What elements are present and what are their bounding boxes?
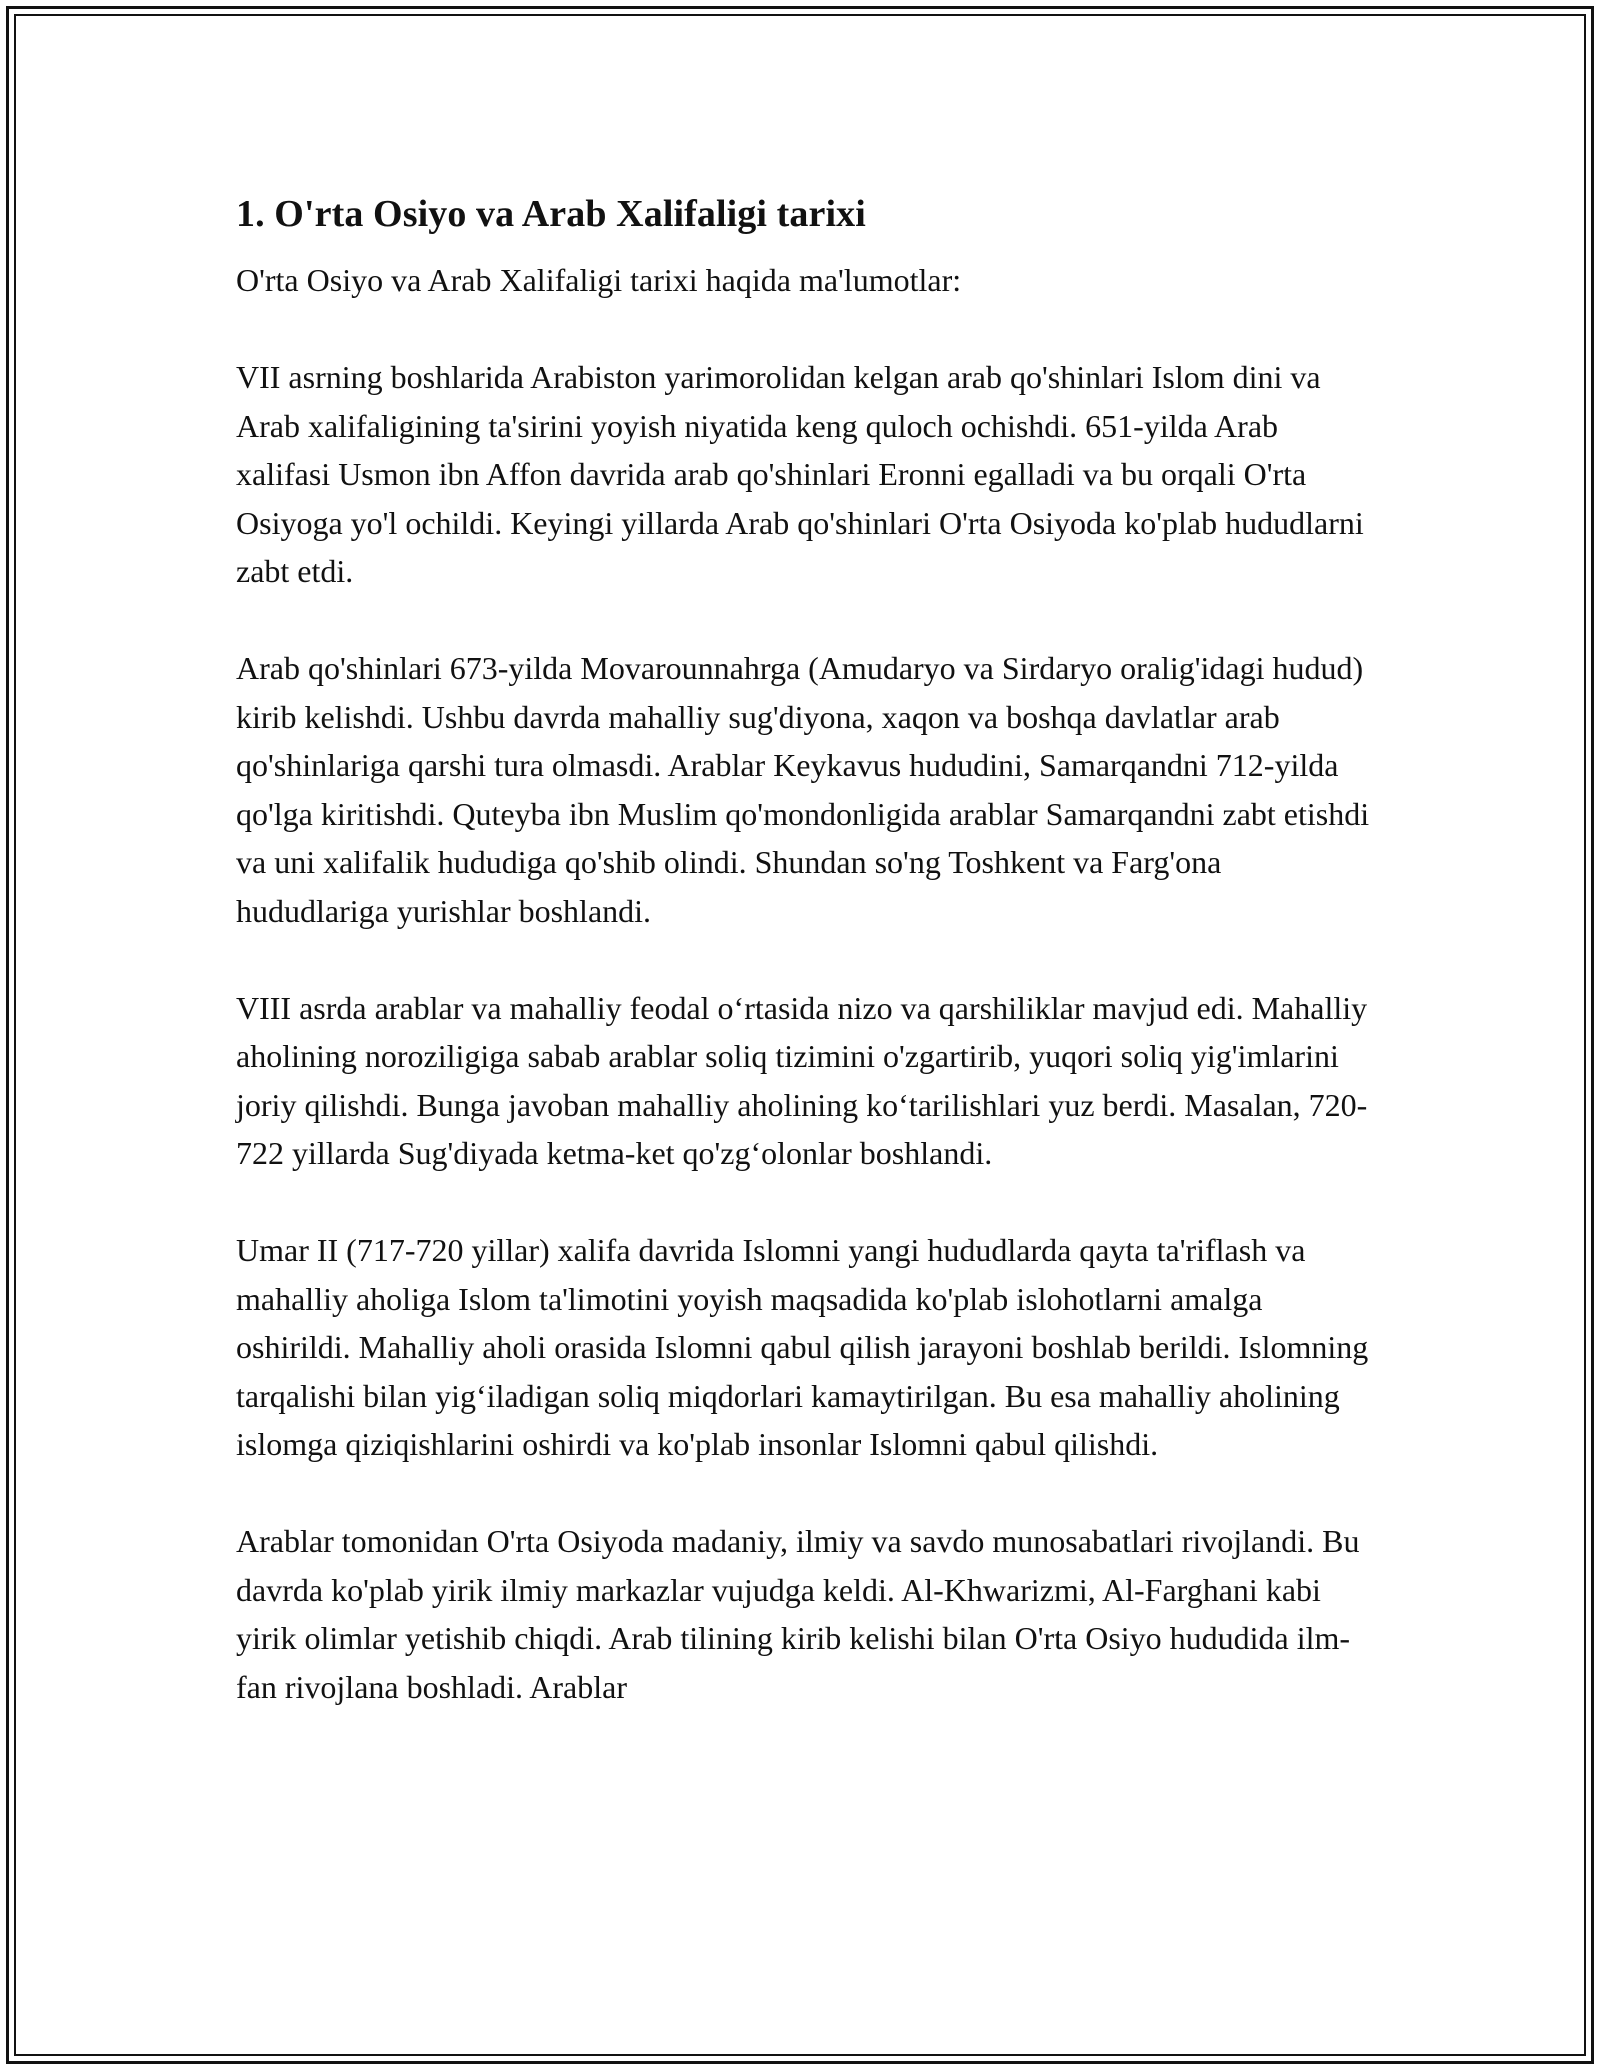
paragraph-culture-science: Arablar tomonidan O'rta Osiyoda madaniy, ilmiy va savdo munosabatlari rivojlandi. Bu davrda ko'plab yirik ilmiy markazlar vujudga keldi. Al-Khwarizmi, Al-Farghani kabi yirik olimlar yetishib chiqdi. Arab tilining kirib kelishi bilan O'rta Osiyo hududida ilm-fan rivojlana boshladi. Arablar <box>236 1523 1360 1705</box>
paragraph-arab-conquest: VII asrning boshlarida Arabiston yarimorolidan kelgan arab qo'shinlari Islom dini va Arab xalifaligining ta'sirini yoyish niyatida keng quloch ochishdi. 651-yilda Arab xalifasi Usmon ibn Affon davrida arab qo'shinlari Eronni egalladi va bu orqali O'rta Osiyoga yo'l ochildi. Keyingi yillarda Arab qo'shinlari O'rta Osiyoda ko'plab hududlarni zabt etdi. <box>236 359 1364 589</box>
paragraph-umar-ii: Umar II (717-720 yillar) xalifa davrida Islomni yangi hududlarda qayta ta'riflash va mahalliy aholiga Islom ta'limotini yoyish maqsadida ko'plab islohotlarni amalga oshirildi. Mahalliy aholi orasida Islomni qabul qilish jarayoni boshlab berildi. Islomning tarqalishi bilan yig‘iladigan soliq miqdorlari kamaytirilgan. Bu esa mahalliy aholining islomga qiziqishlarini oshirdi va ko'plab insonlar Islomni qabul qilishdi. <box>236 1232 1369 1462</box>
document-body <box>236 186 1376 1711</box>
document-title: 1. O'rta Osiyo va Arab Xalifaligi tarixi <box>236 193 866 235</box>
intro-paragraph: O'rta Osiyo va Arab Xalifaligi tarixi haqida ma'lumotlar: <box>236 262 962 298</box>
paragraph-viii-century: VIII asrda arablar va mahalliy feodal o‘rtasida nizo va qarshiliklar mavjud edi. Mahalliy aholining noroziligiga sabab arablar soliq tizimini o'zgartirib, yuqori soliq yig'imlarini joriy qilishdi. Bunga javoban mahalliy aholining ko‘tarilishlari yuz berdi. Masalan, 720-722 yillarda Sug'diyada ketma-ket qo'zg‘olonlar boshlandi. <box>236 989 1368 1171</box>
paragraph-movarounnahr: Arab qo'shinlari 673-yilda Movarounnahrga (Amudaryo va Sirdaryo oralig'idagi hudud) kirib kelishdi. Ushbu davrda mahalliy sug'diyona, xaqon va boshqa davlatlar arab qo'shinlariga qarshi tura olmasdi. Arablar Keykavus hududini, Samarqandni 712-yilda qo'lga kiritishdi. Quteyba ibn Muslim qo'mondonligida arablar Samarqandni zabt etishdi va uni xalifalik hududiga qo'shib olindi. Shundan so'ng Toshkent va Farg'ona hududlariga yurishlar boshlandi. <box>236 650 1370 929</box>
